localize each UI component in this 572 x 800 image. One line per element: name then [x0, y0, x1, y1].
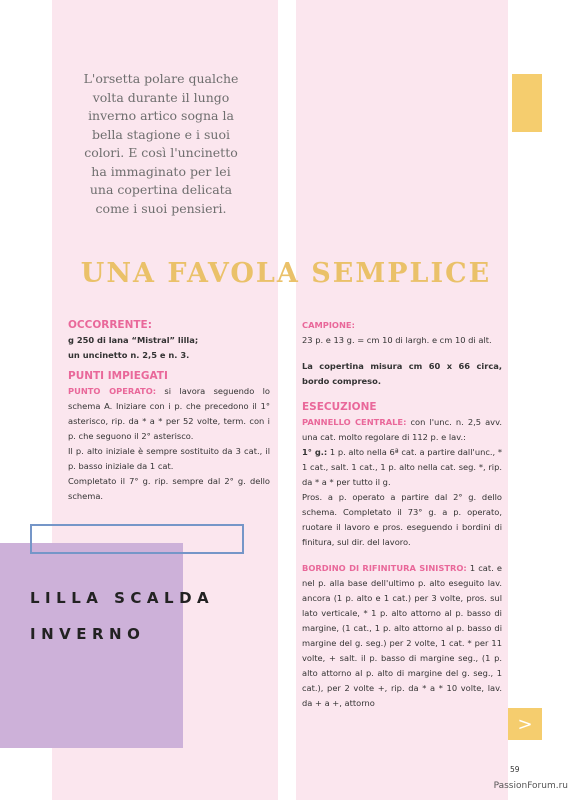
intro-line: una copertina delicata	[89, 182, 233, 197]
intro-line: come i suoi pensieri.	[95, 200, 227, 216]
punto-operato-label: PUNTO OPERATO:	[68, 386, 157, 396]
campione-text: 23 p. e 13 g. = cm 10 di largh. e cm 10 di alt.	[302, 335, 492, 345]
punti-paragraph-2: Il p. alto iniziale è sempre sostituito da 3 cat., il p. basso iniziale da 1 cat.	[68, 446, 270, 471]
punto-operato-text: si lavora seguendo lo schema A. Iniziare con i p. che precedono il 1° asterisco, rip. da * a * per 52 volte, term. con i p. che seguono il 2° asterisco.	[68, 386, 270, 441]
intro-line: inverno artico sogna la	[88, 108, 234, 123]
article-title-line-2: INVERNO	[30, 625, 146, 643]
decorative-frame	[30, 524, 244, 554]
page-number: 59	[510, 765, 520, 774]
watermark-text: PassionForum.ru	[493, 781, 568, 791]
giro-1-paragraph	[302, 445, 502, 490]
article-title	[30, 580, 214, 652]
page-tab-marker	[512, 74, 542, 132]
campione-heading: CAMPIONE:	[302, 320, 355, 330]
esecuzione-paragraph-2: Pros. a p. operato a partire dal 2° g. dello schema. Completato il 73° g. a p. operato, ruotare il lavoro e pros. eseguendo i bordini di finitura, sul dir. del lavoro.	[302, 492, 502, 547]
esecuzione-heading: ESECUZIONE	[302, 401, 377, 413]
bordino-label: BORDINO DI RIFINITURA SINISTRO:	[302, 563, 467, 573]
intro-line: bella stagione e i suoi	[92, 126, 230, 142]
punti-heading: PUNTI IMPIEGATI	[68, 370, 168, 382]
pannello-paragraph	[302, 415, 502, 445]
article-title-line-1: LILLA SCALDA	[30, 589, 215, 607]
bordino-text: 1 cat. e nel p. alla base dell'ultimo p. alto eseguito lav. ancora (1 p. alto e 1 cat.) per 3 volte, pros. sul lato verticale, * 1 p. alto attorno al p. basso di margine, (1 cat., 1 p. alto attorno al p. basso di margine del g. seg.) per 2 volte, 1 cat. * per 11 volte, + salt. il p. basso di margine seg., (1 p. alto attorno al p. alto di margine del g. seg., 1 cat.), per 2 volte +, rip. da * a * 10 volte, lav. da + a +, attorno	[302, 563, 502, 708]
occorrente-line-1: g 250 di lana “Mistral” lilla;	[68, 335, 199, 345]
giro-1-label: 1° g.:	[302, 447, 328, 457]
occorrente-heading: OCCORRENTE:	[68, 319, 152, 331]
misura-text: La copertina misura cm 60 x 66 circa, bordo compreso.	[302, 361, 502, 386]
pannello-label: PANNELLO CENTRALE:	[302, 417, 407, 427]
page-headline: UNA FAVOLA SEMPLICE	[80, 258, 492, 289]
punti-paragraph-3: Completato il 7° g. rip. sempre dal 2° g. dello schema.	[68, 476, 270, 501]
intro-line: L'orsetta polare qualche	[83, 71, 239, 86]
occorrente-line-2: un uncinetto n. 2,5 e n. 3.	[68, 350, 190, 360]
bordino-paragraph	[302, 561, 502, 711]
left-text-column	[68, 318, 270, 504]
intro-line: ha immaginato per lei	[91, 163, 231, 179]
giro-1-text: 1 p. alto nella 6ª cat. a partire dall'unc., * 1 cat., salt. 1 cat., 1 p. alto nella cat. seg. *, rip. da * a * per tutto il g.	[302, 447, 502, 487]
next-page-arrow-icon[interactable]: >	[508, 708, 542, 740]
punto-operato-paragraph	[68, 384, 270, 444]
right-text-column	[302, 318, 502, 711]
pannello-text: con l'unc. n. 2,5 avv. una cat. molto regolare di 112 p. e lav.:	[302, 417, 502, 442]
intro-line: colori. E così l'uncinetto	[84, 145, 238, 160]
intro-line: volta durante il lungo	[92, 89, 230, 105]
intro-paragraph	[66, 70, 256, 218]
